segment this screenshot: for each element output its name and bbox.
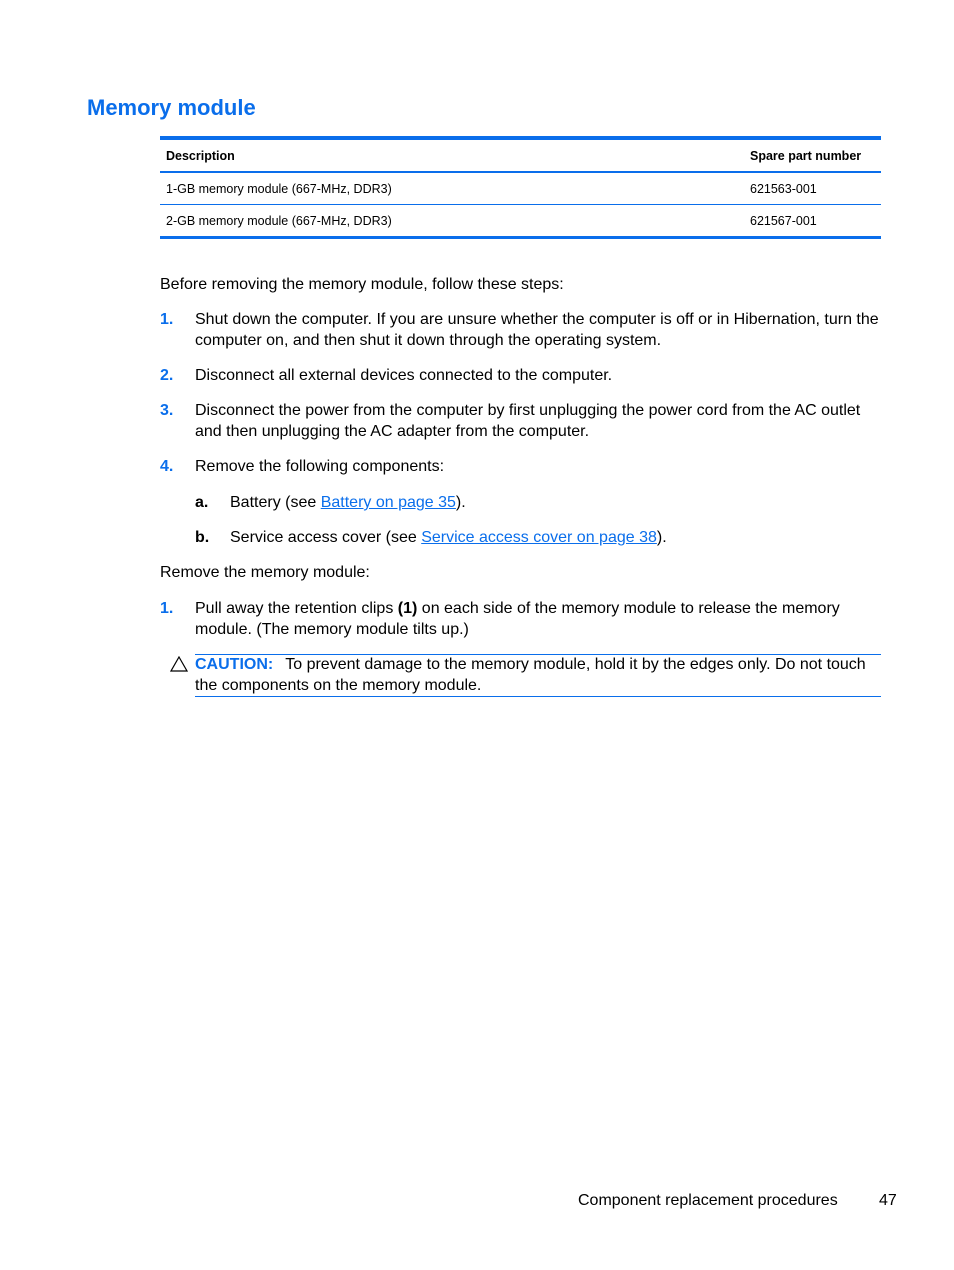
callout-number: (1): [397, 600, 418, 617]
substep-letter: a.: [195, 494, 209, 511]
step-text: [195, 598, 881, 640]
column-header-spare-part-number: Spare part number: [744, 138, 881, 172]
service-access-cover-link[interactable]: Service access cover on page 38: [421, 529, 657, 546]
caution-label: CAUTION:: [195, 656, 274, 673]
step-number: 4.: [160, 458, 174, 475]
step-text: Disconnect all external devices connected to the computer.: [195, 367, 613, 384]
substep-suffix: ).: [656, 529, 667, 546]
footer-section-title: Component replacement procedures: [578, 1192, 838, 1209]
caution-triangle-icon: [170, 656, 188, 672]
footer-page-number: 47: [879, 1192, 897, 1209]
step-number: 2.: [160, 367, 174, 384]
substep-prefix: Battery (see: [230, 494, 321, 511]
table-header-row: [160, 138, 881, 172]
table-row: [160, 205, 881, 238]
table-cell-part-number: 621563-001: [750, 181, 817, 196]
column-header-description: Description: [160, 138, 744, 172]
substep-letter: b.: [195, 529, 210, 546]
table-cell-description: 1-GB memory module (667-MHz, DDR3): [166, 181, 392, 196]
step-text: Shut down the computer. If you are unsure whether the computer is off or in Hibernation, turn the computer on, and then shut it down through the operating system.: [195, 311, 879, 349]
intro-paragraph: Before removing the memory module, follow these steps:: [160, 276, 564, 293]
table-cell-description: 2-GB memory module (667-MHz, DDR3): [160, 205, 744, 238]
substep-text: [230, 527, 881, 548]
step-text: Disconnect the power from the computer by first unplugging the power cord from the AC outlet and then unplugging the AC adapter from the computer.: [195, 402, 861, 440]
step-text-after: on each side of the memory module to release the memory module. (The memory module tilts up.): [195, 600, 840, 638]
caution-message: To prevent damage to the memory module, hold it by the edges only. Do not touch the components on the memory module.: [195, 656, 866, 694]
step-number: 3.: [160, 402, 174, 419]
remove-intro-paragraph: Remove the memory module:: [160, 564, 370, 581]
table-row: [160, 172, 881, 205]
table-cell-part-number: 621567-001: [744, 205, 881, 238]
substep-prefix: Service access cover (see: [230, 529, 422, 546]
battery-link[interactable]: Battery on page 35: [320, 494, 456, 511]
substep-text: [230, 492, 881, 513]
step-text-before: Pull away the retention clips: [195, 600, 398, 617]
step-number: 1.: [160, 311, 174, 328]
page-title: Memory module: [87, 95, 256, 120]
step-text: Remove the following components:: [195, 458, 445, 475]
spare-parts-table: [160, 136, 881, 239]
caution-notice: [195, 654, 881, 696]
substep-suffix: ).: [455, 494, 466, 511]
step-number: 1.: [160, 600, 174, 617]
